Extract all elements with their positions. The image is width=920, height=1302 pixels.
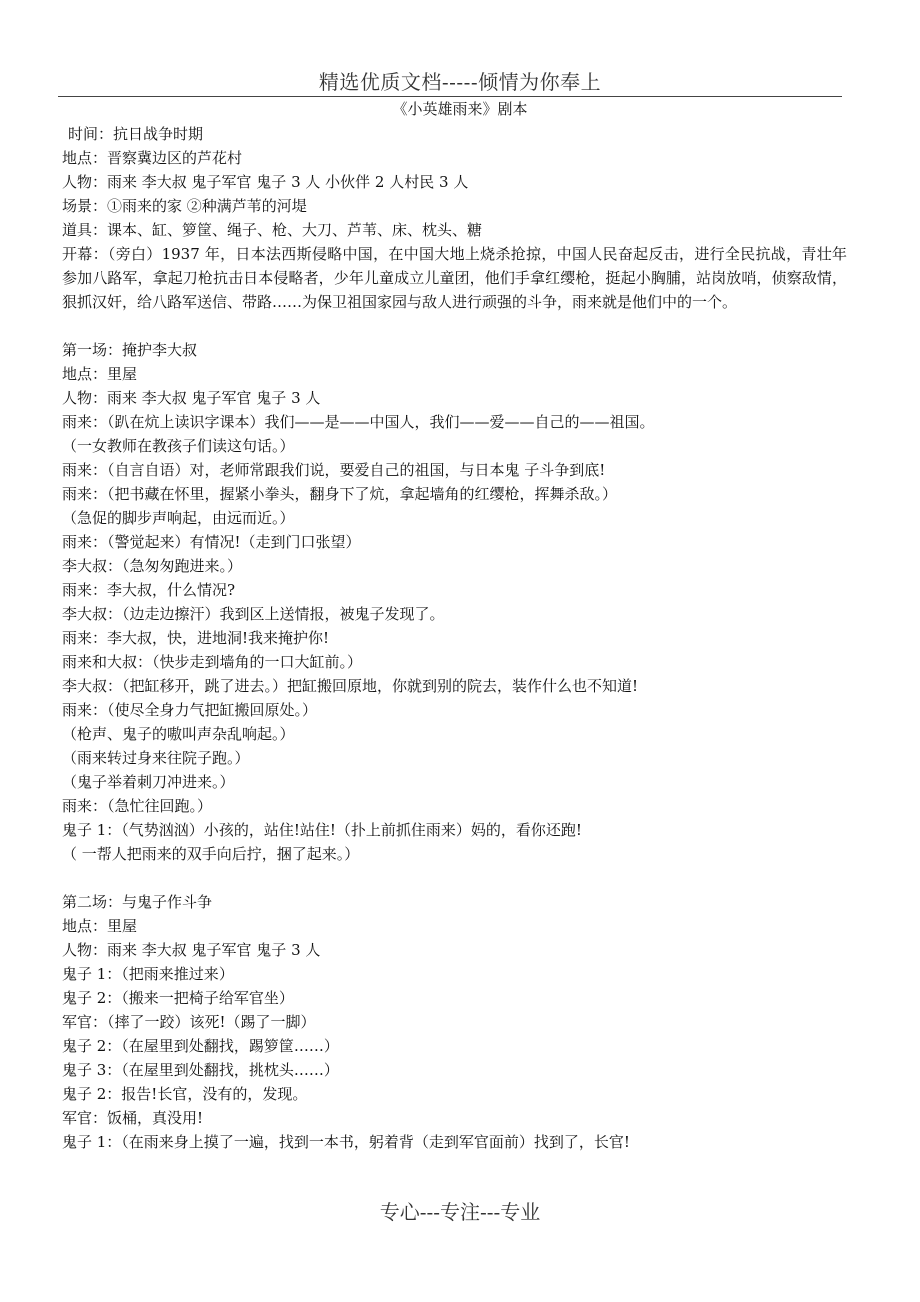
scene-two-line: 鬼子 1：（把雨来推过来） — [62, 965, 234, 983]
scene-two-line: 第二场：与鬼子作斗争 — [62, 893, 213, 911]
scene-one-line: 雨来：（把书藏在怀里，握紧小拳头，翻身下了炕，拿起墙角的红缨枪，挥舞杀敌。） — [62, 485, 618, 503]
intro-place: 地点：晋察冀边区的芦花村 — [62, 149, 243, 167]
scene-one-line: 地点：里屋 — [62, 365, 138, 383]
scene-one-line: 雨来：李大叔，什么情况? — [62, 581, 236, 599]
scene-one-line: 雨来：（趴在炕上读识字课本）我们——是——中国人，我们——爱——自己的——祖国。 — [62, 413, 655, 431]
page-footer: 专心---专注---专业 — [379, 1200, 541, 1224]
scene-one-line: （枪声、鬼子的嗷叫声杂乱响起。） — [62, 725, 295, 743]
document-title: 《小英雄雨来》剧本 — [392, 100, 528, 118]
scene-one-line: （一女教师在教孩子们读这句话。） — [62, 437, 295, 455]
intro-people: 人物：雨来 李大叔 鬼子军官 鬼子 3 人 小伙伴 2 人村民 3 人 — [62, 173, 469, 191]
page-header: 精选优质文档-----倾情为你奉上 — [318, 70, 602, 94]
scene-one-line: 雨来：（急忙往回跑。） — [62, 797, 213, 815]
scene-one-line: 鬼子 1：（气势汹汹）小孩的，站住!站住!（扑上前抓住雨来）妈的，看你还跑! — [62, 821, 582, 839]
scene-one-line: 李大叔：（把缸移开，跳了进去。）把缸搬回原地，你就到别的院去，装作什么也不知道! — [62, 677, 639, 695]
scene-two-line: 鬼子 2：（在屋里到处翻找，踢箩筐……） — [62, 1037, 339, 1055]
scene-two-line: 军官：饭桶，真没用! — [62, 1109, 204, 1127]
intro-time: 时间：抗日战争时期 — [68, 125, 204, 143]
scene-one-line: 人物：雨来 李大叔 鬼子军官 鬼子 3 人 — [62, 389, 321, 407]
scene-one-line: （鬼子举着刺刀冲进来。） — [62, 773, 235, 791]
scene-two — [62, 890, 852, 1154]
intro-props: 道具：课本、缸、箩筐、绳子、枪、大刀、芦苇、床、枕头、糖 — [62, 221, 483, 239]
scene-one-line: （ 一帮人把雨来的双手向后拧，捆了起来。） — [62, 845, 360, 863]
document-body — [62, 122, 852, 1154]
scene-one-line: （雨来转过身来往院子跑。） — [62, 749, 250, 767]
scene-one-line: 雨来：（自言自语）对，老师常跟我们说，要爱自己的祖国，与日本鬼 子斗争到底! — [62, 461, 606, 479]
scene-two-line: 人物：雨来 李大叔 鬼子军官 鬼子 3 人 — [62, 941, 321, 959]
intro-opening: 开幕：（旁白）1937 年，日本法西斯侵略中国，在中国大地上烧杀抢掠，中国人民奋起反击，进行全民抗战，青壮年参加八路军，拿起刀枪抗击日本侵略者，少年儿童成立儿童团，他们手拿红缨枪，挺起小胸脯，站岗放哨，侦察敌情，狠抓汉奸，给八路军送信、带路……为保卫祖国家园与敌人进行顽强的斗争，雨来就是他们中的一个。 — [62, 245, 847, 311]
header-divider — [58, 96, 842, 97]
scene-two-line: 地点：里屋 — [62, 917, 138, 935]
scene-one-line: 李大叔：（边走边擦汗）我到区上送情报，被鬼子发现了。 — [62, 605, 445, 623]
paragraph-spacer — [62, 866, 852, 890]
scene-one-line: 李大叔：（急匆匆跑进来。） — [62, 557, 243, 575]
scene-one — [62, 338, 852, 866]
scene-one-line: 第一场：掩护李大叔 — [62, 341, 198, 359]
scene-one-line: 雨来：（使尽全身力气把缸搬回原处。） — [62, 701, 318, 719]
scene-two-line: 鬼子 1：（在雨来身上摸了一遍，找到一本书，躬着背（走到军官面前）找到了，长官! — [62, 1133, 630, 1151]
scene-one-line: 雨来：（警觉起来）有情况!（走到门口张望） — [62, 533, 361, 551]
scene-one-line: 雨来和大叔：（快步走到墙角的一口大缸前。） — [62, 653, 363, 671]
scene-one-line: 雨来：李大叔，快，进地洞!我来掩护你! — [62, 629, 330, 647]
scene-two-line: 鬼子 2：（搬来一把椅子给军官坐） — [62, 989, 294, 1007]
scene-two-line: 鬼子 2：报告!长官，没有的，发现。 — [62, 1085, 308, 1103]
scene-one-line: （急促的脚步声响起，由远而近。） — [62, 509, 295, 527]
scene-two-line: 军官：（摔了一跤）该死!（踢了一脚） — [62, 1013, 316, 1031]
intro-scenes: 场景：①雨来的家 ②种满芦苇的河堤 — [62, 197, 307, 215]
scene-two-line: 鬼子 3：（在屋里到处翻找，挑枕头……） — [62, 1061, 339, 1079]
paragraph-spacer — [62, 314, 852, 338]
